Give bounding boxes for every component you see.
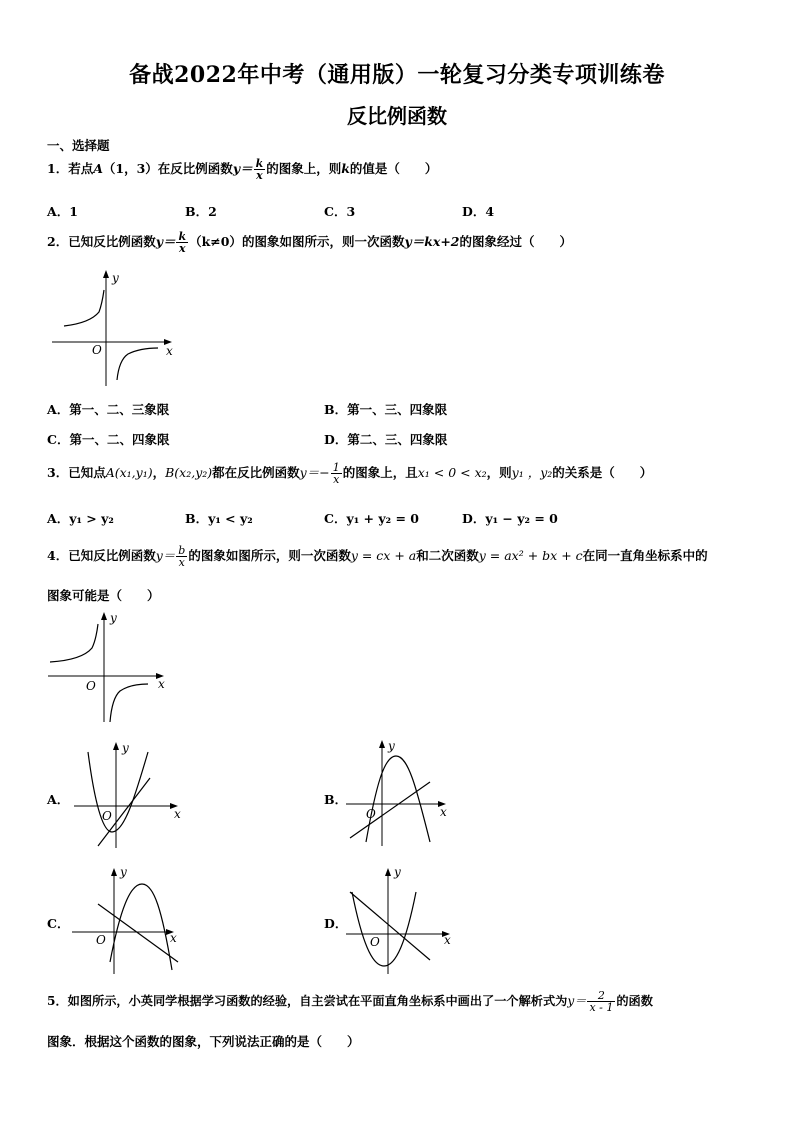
- q1-point: A: [93, 161, 103, 176]
- page-title: 备战2022年中考（通用版）一轮复习分类专项训练卷: [129, 62, 665, 88]
- q4-option-b-graph: [344, 736, 459, 848]
- section-heading: 一、选择题: [47, 138, 110, 153]
- q4-option-b[interactable]: B．: [324, 792, 348, 807]
- question-3: [47, 462, 652, 485]
- q4-b-parabola: [366, 756, 430, 842]
- q4-prefix: 4．已知反比例函数: [47, 548, 156, 563]
- q4-option-d-graph: [344, 862, 459, 978]
- q3-option-b[interactable]: B．y₁ < y₂: [185, 511, 253, 526]
- q4-numerator: b: [178, 544, 186, 557]
- q2-numerator: k: [178, 230, 187, 243]
- q2-branch-upper-left: [64, 290, 104, 326]
- q1-coords: （1，3）在反比例函数: [102, 161, 233, 176]
- q1-end: 的值是（ ）: [349, 161, 438, 176]
- q1-numerator: k: [255, 157, 264, 170]
- q1-prefix: 1．若点: [47, 161, 94, 176]
- q5-end: 的函数: [616, 994, 653, 1008]
- q1-option-a[interactable]: A．1: [47, 204, 78, 219]
- question-4: [47, 545, 708, 568]
- q2-fy: y＝: [155, 234, 176, 249]
- q5-denominator: x - 1: [589, 1001, 614, 1014]
- q4-line2: 图象可能是（ ）: [47, 588, 160, 603]
- q2-denominator: x: [179, 242, 186, 255]
- q4-y-label: y: [110, 611, 117, 625]
- q4-end: 在同一直角坐标系中的: [582, 548, 708, 563]
- q4-fraction: [176, 545, 187, 568]
- q4-c-y-label: y: [120, 865, 127, 879]
- page-subtitle: 反比例函数: [347, 104, 447, 128]
- q4-branch-upper-left: [50, 624, 98, 662]
- q2-x-label: x: [166, 344, 173, 358]
- q4-d-line: [350, 892, 430, 960]
- q3-condition: x₁ < 0 < x₂: [417, 465, 487, 480]
- q2-end: 的图象经过（ ）: [459, 234, 573, 249]
- q2-y-arrow: [103, 270, 109, 278]
- q4-denominator: x: [178, 556, 185, 569]
- q4-d-x-label: x: [444, 933, 451, 947]
- q2-option-c[interactable]: C．第一、二、四象限: [47, 432, 170, 447]
- q5-fraction: [587, 990, 615, 1013]
- q4-b-x-label: x: [440, 805, 447, 819]
- q3-separator: ，: [152, 465, 166, 480]
- question-1: [47, 158, 437, 181]
- q4-b-y-label: y: [388, 739, 395, 753]
- q1-option-c[interactable]: C．3: [324, 204, 356, 219]
- q2-hyperbola-figure: [48, 268, 183, 390]
- q3-end: 的关系是（ ）: [552, 465, 653, 480]
- q2-linear: y＝kx+2: [404, 234, 460, 249]
- q4-y-arrow: [101, 612, 107, 620]
- q4-linear: y = cx + a: [350, 548, 417, 563]
- q1-option-b[interactable]: B．2: [185, 204, 217, 219]
- q4-origin-label: O: [86, 679, 96, 693]
- q2-option-d[interactable]: D．第二、三、四象限: [324, 432, 448, 447]
- q5-line2: 图象．根据这个函数的图象，下列说法正确的是（ ）: [47, 1034, 360, 1049]
- q4-option-c-graph: [68, 862, 188, 978]
- q3-point-b: B(x₂,y₂): [165, 465, 213, 480]
- q3-mid: 都在反比例函数: [212, 465, 300, 480]
- q2-prefix: 2．已知反比例函数: [47, 234, 156, 249]
- q2-fraction: [176, 231, 188, 254]
- q2-y-label: y: [112, 271, 119, 285]
- q2-condition: （k≠0）: [189, 234, 242, 249]
- q5-fy: y＝: [567, 994, 587, 1008]
- q4-fy: y＝: [155, 548, 176, 563]
- q4-a-origin-label: O: [102, 809, 112, 823]
- q4-mid: 的图象如图所示，则一次函数: [188, 548, 351, 563]
- q4-c-x-label: x: [170, 931, 177, 945]
- q3-numerator: 1: [332, 461, 340, 474]
- q4-b-line: [350, 782, 430, 838]
- q3-fy: y＝−: [299, 465, 330, 480]
- q3-fraction: [331, 462, 342, 485]
- q5-prefix: 5．如图所示，小英同学根据学习函数的经验，自主尝试在平面直角坐标系中画出了一个解析式为: [47, 994, 568, 1008]
- q4-b-origin-label: O: [366, 807, 376, 821]
- q5-numerator: 2: [587, 990, 615, 1002]
- q3-mid3: ，则: [486, 465, 512, 480]
- question-5: [47, 990, 653, 1013]
- q4-c-origin-label: O: [96, 933, 106, 947]
- q4-d-parabola: [352, 892, 416, 966]
- q1-option-d[interactable]: D．4: [462, 204, 495, 219]
- q4-c-parabola: [110, 884, 172, 970]
- q2-option-a[interactable]: A．第一、二、三象限: [47, 402, 170, 417]
- q4-branch-lower-right: [110, 684, 148, 722]
- q4-a-y-label: y: [122, 741, 129, 755]
- q4-option-c[interactable]: C．: [47, 916, 70, 931]
- q3-point-a: A(x₁,y₁): [105, 465, 153, 480]
- q4-d-origin-label: O: [370, 935, 380, 949]
- q4-option-a-graph: [68, 738, 188, 850]
- q1-denominator: x: [256, 169, 263, 182]
- q4-hyperbola-figure: [44, 610, 179, 725]
- q2-option-b[interactable]: B．第一、三、四象限: [324, 402, 448, 417]
- question-2: [47, 231, 572, 254]
- q3-mid2: 的图象上，且: [342, 465, 418, 480]
- q4-option-a[interactable]: A．: [47, 792, 70, 807]
- q3-option-d[interactable]: D．y₁ − y₂ = 0: [462, 511, 558, 526]
- q1-suffix: 的图象上，则: [266, 161, 342, 176]
- q4-mid2: 和二次函数: [416, 548, 479, 563]
- q4-option-d[interactable]: D．: [324, 916, 348, 931]
- q3-option-c[interactable]: C．y₁ + y₂ = 0: [324, 511, 419, 526]
- q4-quadratic: y = ax² + bx + c: [478, 548, 583, 563]
- q3-vars: y₁ ，y₂: [511, 465, 553, 480]
- q2-origin-label: O: [92, 343, 102, 357]
- q1-fraction: [254, 158, 266, 181]
- q2-branch-lower-right: [117, 348, 158, 380]
- q4-a-x-label: x: [174, 807, 181, 821]
- q2-mid: 的图象如图所示，则一次函数: [241, 234, 405, 249]
- q3-option-a[interactable]: A．y₁ > y₂: [47, 511, 114, 526]
- q1-kvar: k: [341, 161, 350, 176]
- q3-prefix: 3．已知点: [47, 465, 106, 480]
- q3-denominator: x: [333, 473, 340, 486]
- q1-fy: y＝: [232, 161, 253, 176]
- q4-x-label: x: [158, 677, 165, 691]
- q4-d-y-label: y: [394, 865, 401, 879]
